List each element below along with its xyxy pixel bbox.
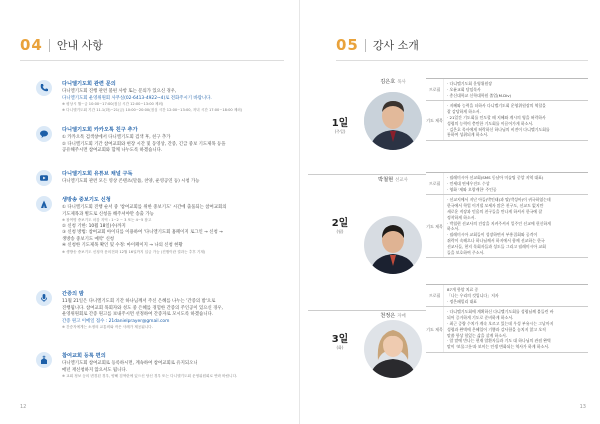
item-line: ③ 신청 방법: 참여교회 아이디를 이용하여 '다니엘기도회 홈페이지 로그인 → 신청 →: [62, 230, 223, 236]
info-item-kakao: [38, 126, 288, 155]
row-line: · 김은호 목사에게 허락하신 하나님의 비전이 다니엘기도회를: [447, 126, 550, 132]
item-line: 운영위원회로 간증 원고를 보내주시면 선정하여 간증자로 모시도록 하겠습니다.: [62, 312, 214, 318]
section-number: 04: [20, 36, 43, 54]
church-icon: [36, 352, 52, 368]
speaker-photo: [364, 92, 422, 150]
row-line: · 박철현 선교사의 건강을 지켜주셔서 일주인 선교에 헌신하게: [447, 220, 551, 226]
speaker-photo: [364, 216, 422, 274]
info-item-registration: [38, 352, 288, 380]
row-line: 정착하게 하소서.: [447, 214, 476, 220]
row-line: 말씀 항상 힘있는 삶을 살게 하소서.: [447, 332, 508, 338]
day-weekday: (화): [336, 345, 344, 350]
profile-row: [426, 285, 588, 307]
row-line: · 다니엘기도회에 계획하신 다니엘기도회를 성령님께 붙들린 바: [447, 309, 554, 315]
row-line: · 최근 증량 수치가 계속 오르고 있는데 우성 부유시는 그날까지: [447, 320, 554, 326]
day-weekday: (주일): [334, 129, 346, 134]
row-line: · 총신대학교 신학대학원 졸업(M.Div): [447, 92, 512, 98]
row-line: 쥐락이 속해으나 하나님께서 하지에서 함께 선교하는 한국: [447, 237, 545, 243]
info-item-testimony: [38, 290, 288, 331]
speaker-info-table: [426, 78, 588, 141]
row-line: 선교사들, 현지 목회자들과 성도들 그리고 필레미시아 교회: [447, 243, 546, 249]
item-note: ※ 생방송 중보기도 신청자 문의전화 12월 16일까지 입금 가능 (진행이란 결과는 추후 기재): [62, 249, 206, 254]
row-line: 말이 '보물그릇'과 보이는 인생 변화되는 역사가 하게 하소서.: [447, 344, 550, 350]
speaker-role: 자매: [397, 314, 406, 319]
row-line: 들을 보호하여 주소서.: [447, 249, 485, 255]
row-line: · 지혜와 능력을 더하사 다니엘기도회 운영위원장의 역할을: [447, 103, 546, 109]
section-divider: [49, 39, 50, 52]
day-number: 2일: [331, 218, 349, 229]
row-line: 성령의 능력이 충만한 기도회를 이끌어가게 하소서.: [447, 120, 534, 126]
speaker-day-1: [300, 78, 600, 174]
day-number: 3일: [331, 334, 349, 345]
chat-bubble-icon: [36, 126, 52, 142]
day-label: [328, 330, 352, 351]
item-title: 다니엘기도회 카카오톡 친구 추가: [62, 127, 138, 133]
speaker-name-row: [364, 78, 422, 85]
item-note: ※ 간증자에게는 소정의 교통비와 작은 사례가 제공됩니다.: [62, 325, 153, 330]
row-line: · 정은패밀리 대표: [447, 298, 478, 304]
speaker-name-row: [364, 312, 422, 319]
prayer-row: [426, 195, 588, 258]
row-line: · 언세대 연세우진도 수상: [447, 180, 490, 186]
prayer-row: [426, 307, 588, 353]
item-note: ※ 참여명 중보기도 마감 지역 : 1~2 ~ 3 또는 4~5 참고: [62, 218, 152, 223]
speaker-role: 목사: [397, 80, 406, 85]
day-divider: [308, 310, 426, 311]
row-line: 「나는 우리의 것입니다」저자: [447, 292, 499, 298]
item-title: 다니엘기도회 유튜브 채널 구독: [62, 171, 133, 177]
row-line: · 영화 '제와 오랑캐한' 주인공: [447, 186, 497, 192]
day-label: [328, 114, 352, 135]
microphone-icon: [36, 290, 52, 306]
profile-row: [426, 79, 588, 101]
row-line: 성령과 완벽에 은혜입어 기쁨과 감사함을 놓치지 않고 오직: [447, 326, 546, 332]
row-line: · 다니엘기도회 운영위원장: [447, 81, 493, 86]
item-line: 다니엘기도회 진행 관련 불편 사항 또는 문의가 있으신 경우,: [62, 89, 177, 94]
item-line-phone: 다니엘기도회 운영위원회 사무실(02-6413-4922~4)로 전화주시기 바랍니다.: [62, 95, 212, 101]
item-line: 진행됩니다. 참여교회 목회자와 성도 중 은혜를 경험한 간증의 주인공이 있으신 경우,: [62, 305, 223, 311]
item-note: ※ 다니엘기도회 기간 11.1(화)~21(금) 10:00~20:00(점심 시간 12:00~13:00, 저녁 시간 17:00~18:00 제외): [62, 107, 243, 112]
speaker-day-2: [300, 172, 600, 292]
section-title: 강사 소개: [372, 39, 419, 52]
speaker-day-3: [300, 287, 600, 406]
section-number: 05: [336, 36, 359, 54]
speaker-photo: [364, 320, 422, 378]
item-line-email: 간증 원고 이메일 접수 : 21danielprayer@gmail.com: [62, 318, 170, 324]
item-line: 다니엘기도회 참여교회로 등록하시면, 계속하여 참여교회로 유지되오니: [62, 361, 198, 366]
item-line: 11월 21일은 다니엘기도회 기간 하나님께서 주신 은혜를 나누는 '간증의 밤'으로: [62, 299, 216, 304]
row-line: 통하여 성취되게 하소서.: [447, 132, 489, 138]
info-item-youtube: [38, 170, 288, 186]
profile-row: [426, 173, 588, 195]
page-number: 12: [20, 404, 27, 410]
speaker-name: 박철현: [378, 177, 394, 183]
day-weekday: (월): [336, 229, 344, 234]
item-line: 공유해주시면 참여교회와 함께 나누도록 하겠습니다.: [62, 148, 163, 154]
row-key: 기도 제목: [426, 118, 443, 124]
row-line: 87개 항암 치료 중: [447, 287, 479, 292]
speaker-name: 천정은: [380, 313, 396, 319]
speaker-role: 선교사: [395, 178, 408, 183]
section-divider: [365, 39, 366, 52]
row-line: · 오륜교회 담임목사: [447, 86, 481, 92]
row-line: 되어 증거하게 기도로 준비하게 하소서.: [447, 315, 514, 321]
row-line: · 필레미시아 교회들이 성장하면서 부흥집회와 공격이: [447, 232, 538, 238]
row-line: · 암 말에 만나는 현재 암환자들과 기도 대 하나님의 관점 완벽: [447, 338, 551, 344]
info-item-inquiry: [38, 80, 288, 113]
right-page: [300, 0, 600, 424]
item-line: 생방송 중보기도 예약' 신청: [62, 236, 115, 242]
header-rule: [20, 60, 284, 61]
row-line: · 선교지에서 지난 아들(박인태)과 딸(박성아)이 귀국하였는데: [447, 197, 551, 203]
item-title: 생방송 중보기도 신청: [62, 197, 111, 203]
section-header-speakers: [336, 36, 419, 54]
day-number: 1일: [331, 118, 349, 129]
item-title: 참여교회 등록 편의: [62, 353, 106, 359]
row-key: 프로필: [428, 293, 441, 299]
row-line: 한국에서 학업 이겨낼 모세자 많은 친구도, 선교도 없지만: [447, 203, 544, 209]
item-line: ② 다니엘기도회 기간 참여교회와 현장 시간 및 동영상, 간증, 긴급 중보 기도제목 등을: [62, 141, 226, 147]
day-divider: [308, 174, 426, 175]
info-item-live-prayer: [38, 196, 288, 255]
speaker-name-row: [364, 176, 422, 183]
page-number: 13: [579, 404, 586, 410]
item-line: 기도제목과 별도로 신청을 해주셔야만 송출 가능: [62, 211, 154, 217]
section-header-guide: [20, 36, 103, 54]
item-line: ④ 신청한 기도제목 확인 및 수정: 마이페이지 → 나의 신청 현황: [62, 243, 183, 249]
row-key: 기도 제목: [426, 327, 443, 333]
row-line: 잘 감당하게 하소서.: [447, 109, 481, 115]
day-label: [328, 214, 352, 235]
header-rule: [336, 60, 588, 61]
item-line: 다니엘기도회 관련 모든 영상 콘텐츠(말씀, 찬양, 운영공연 등) 시청 가능: [62, 179, 200, 184]
speaker-info-table: [426, 284, 588, 353]
youtube-icon: [36, 170, 52, 186]
item-title: 다니엘기도회 관련 문의: [62, 81, 116, 87]
phone-icon: [36, 80, 52, 96]
row-line: 하소서.: [447, 226, 460, 232]
prayer-hands-icon: [36, 196, 52, 212]
row-key: 기도 제목: [426, 223, 443, 229]
item-note: ※ 평상시 월~금 10:00~17:00(점심 시간 12:00~13:00 제외): [62, 102, 164, 107]
speaker-name: 김은호: [380, 79, 396, 85]
row-line: · 필레미시아 선교회(SMS 동남아 미술팀 중앙 지역 대표): [447, 175, 544, 180]
row-key: 프로필: [428, 87, 441, 93]
item-line: ① 다니엘기도회 진행 순서 중 '참여교회를 위한 중보기도' 시간에 출품되는 참여교회의: [62, 205, 227, 210]
item-title: 간증의 밤: [62, 291, 84, 297]
prayer-row: [426, 101, 588, 141]
section-title: 안내 사항: [56, 39, 103, 52]
item-line: ② 신청 기한: 10월 18일(수)까지: [62, 223, 126, 229]
row-line: 새로운 직장과 믿음의 친구들을 만나게 하셔서 한국에 잘: [447, 208, 543, 214]
item-note: ※ 교회 정보 등의 변경된 경우, 양해 검색란에 있으신 당신 경우 또는 다니엘기도회 운영위원회로 연락 바랍니다.: [62, 374, 238, 379]
speaker-info-table: [426, 172, 588, 258]
row-key: 프로필: [428, 181, 441, 187]
item-line: 매년 재신청하지 않으셔도 됩니다.: [62, 367, 127, 373]
item-line: ① 카카오톡 검색창에서 다니엘기도회 검색 후, 친구 추가: [62, 135, 171, 140]
row-line: · 21일간 기도회를 인도할 때 지혜와 계시의 영을 허락하사: [447, 114, 546, 120]
